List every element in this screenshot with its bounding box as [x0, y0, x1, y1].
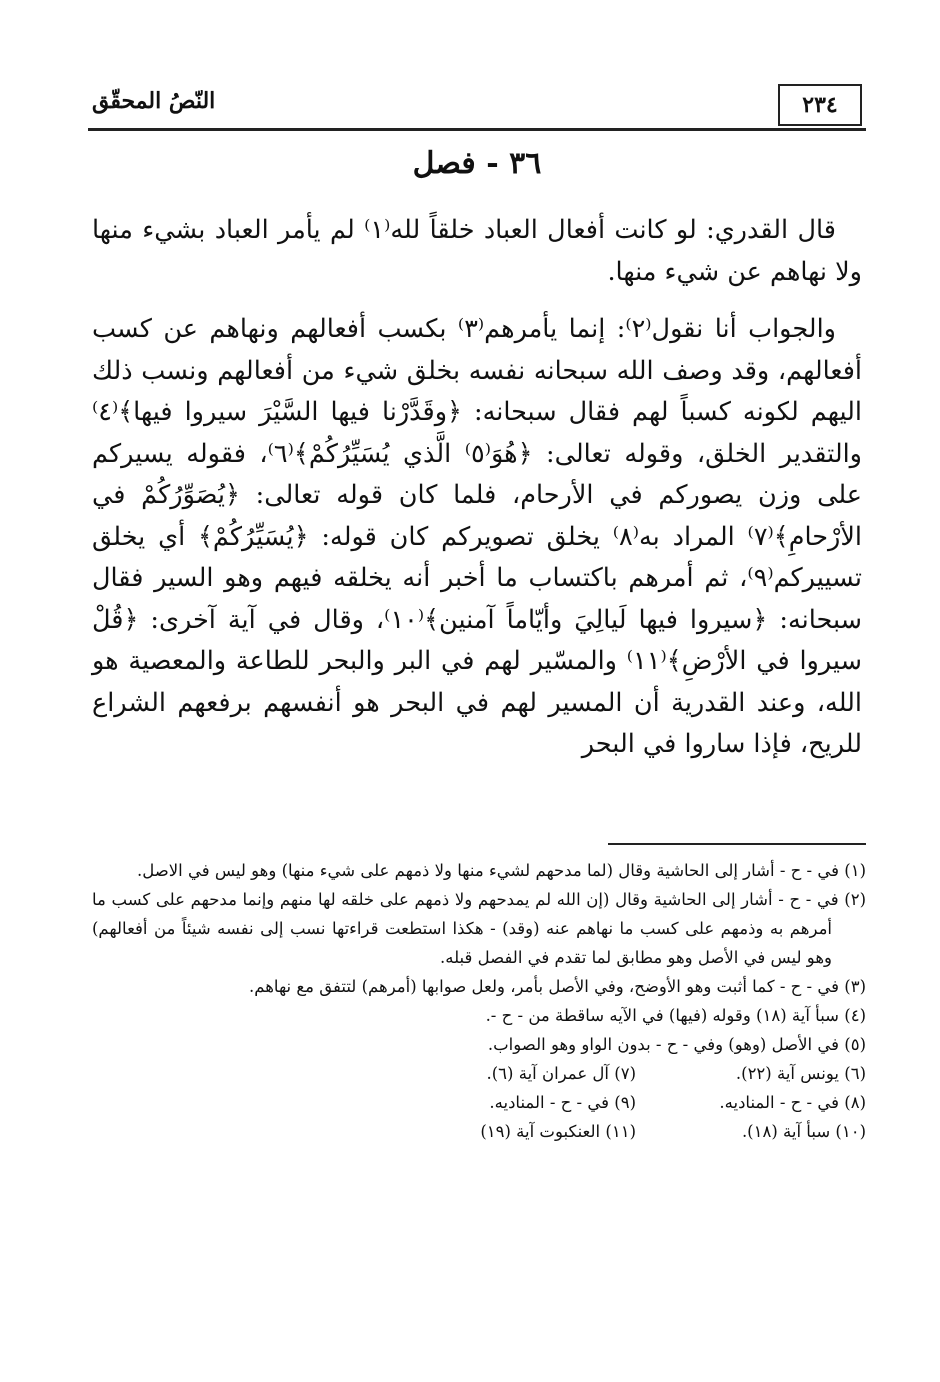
footnote-1: (١) في - ح - أشار إلى الحاشية وقال (لما مدحهم لشيء منها ولا ذمهم على شيء منها) وهو ليس في الاصل.	[137, 861, 866, 880]
footnotes	[92, 856, 866, 1146]
footnote-10: (١٠) سبأ آية (١٨).	[741, 1122, 866, 1141]
footnote-row	[92, 1059, 866, 1088]
footnote-2: (٢) في - ح - أشار إلى الحاشية وقال (إن الله لم يمدحهم ولا ذمهم على خلقه لها منهم وإنما مدحهم على كسب ما أمرهم به وذمهم على كسب ما نهاهم عنه (وقد) - هكذا استطعت قراءتها نسب إلى نفسه شيئاً من أفعالهم) وهو ليس في الأصل وهو مطابق لما تقدم في الفصل قبله.	[92, 890, 866, 967]
footnote-11: (١١) العنكبوت آية (١٩)	[480, 1122, 636, 1141]
footnote-3: (٣) في - ح - كما أثبت وهو الأوضح، وفي الأصل بأمر، ولعل صوابها (أمرهم) لتتفق مع نهاهم.	[248, 977, 866, 996]
header-rule	[88, 128, 866, 131]
page-number-box	[778, 84, 862, 126]
page-number: ٢٣٤	[802, 92, 838, 118]
footnote-7: (٧) آل عمران آية (٦).	[486, 1064, 636, 1083]
paragraph-1: قال القدري: لو كانت أفعال العباد خلقاً لله⁽١⁾ لم يأمر العباد بشيء منها ولا نهاهم عن شيء منها.	[92, 215, 862, 287]
footnote-5: (٥) في الأصل (وهو) وفي - ح - بدون الواو وهو الصواب.	[487, 1035, 866, 1054]
footnote-8: (٨) في - ح - المناديه.	[719, 1093, 866, 1112]
section-title: ٣٦ - فصل	[412, 146, 542, 181]
footnote-separator	[608, 843, 866, 845]
footnote-9: (٩) في - ح - المناديه.	[489, 1093, 636, 1112]
footnote-row	[92, 1117, 866, 1146]
footnote-6: (٦) يونس آية (٢٢).	[735, 1064, 866, 1083]
footnote-4: (٤) سبأ آية (١٨) وقوله (فيها) في الآيه ساقطة من - ح -.	[485, 1006, 866, 1025]
running-header-title: النّصُ المحقّق	[92, 88, 216, 114]
body-text	[92, 210, 862, 766]
paragraph-2: والجواب أنا نقول⁽٢⁾: إنما يأمرهم⁽٣⁾ بكسب أفعالهم ونهاهم عن كسب أفعالهم، وقد وصف الله سبحانه نفسه بخلق شيء من أفعالهم ونسب ذلك اليهم لكونه كسباً لهم فقال سبحانه: ﴿وقَدَّرْنا فيها السَّيْرَ سيروا فيها﴾⁽٤⁾ والتقدير الخلق، وقوله تعالى: ﴿هُوَ⁽٥⁾ الَّذي يُسَيِّرُكُمْ﴾⁽٦⁾، فقوله يسيركم على وزن يصوركم في الأرحام، فلما كان قوله تعالى: ﴿يُصَوِّرُكُمْ في الأرْحامِ﴾⁽٧⁾ المراد به⁽٨⁾ يخلق تصويركم كان قوله: ﴿يُسَيِّرُكُمْ﴾ أي يخلق تسييركم⁽٩⁾، ثم أمرهم باكتساب ما أخبر أنه يخلقه فيهم وهو السير فقال سبحانه: ﴿سيروا فيها لَيالِيَ وأيّاماً آمنين﴾⁽١٠⁾، وقال في آية آخرى: ﴿قُلْ سيروا في الأرْضِ﴾⁽١١⁾ والمسّير لهم في البر والبحر للطاعة والمعصية هو الله، وعند القدرية أن المسير لهم في البحر هو أنفسهم برفعهم الشراع للريح، فإذا ساروا في البحر	[92, 314, 863, 759]
footnote-row	[92, 1088, 866, 1117]
